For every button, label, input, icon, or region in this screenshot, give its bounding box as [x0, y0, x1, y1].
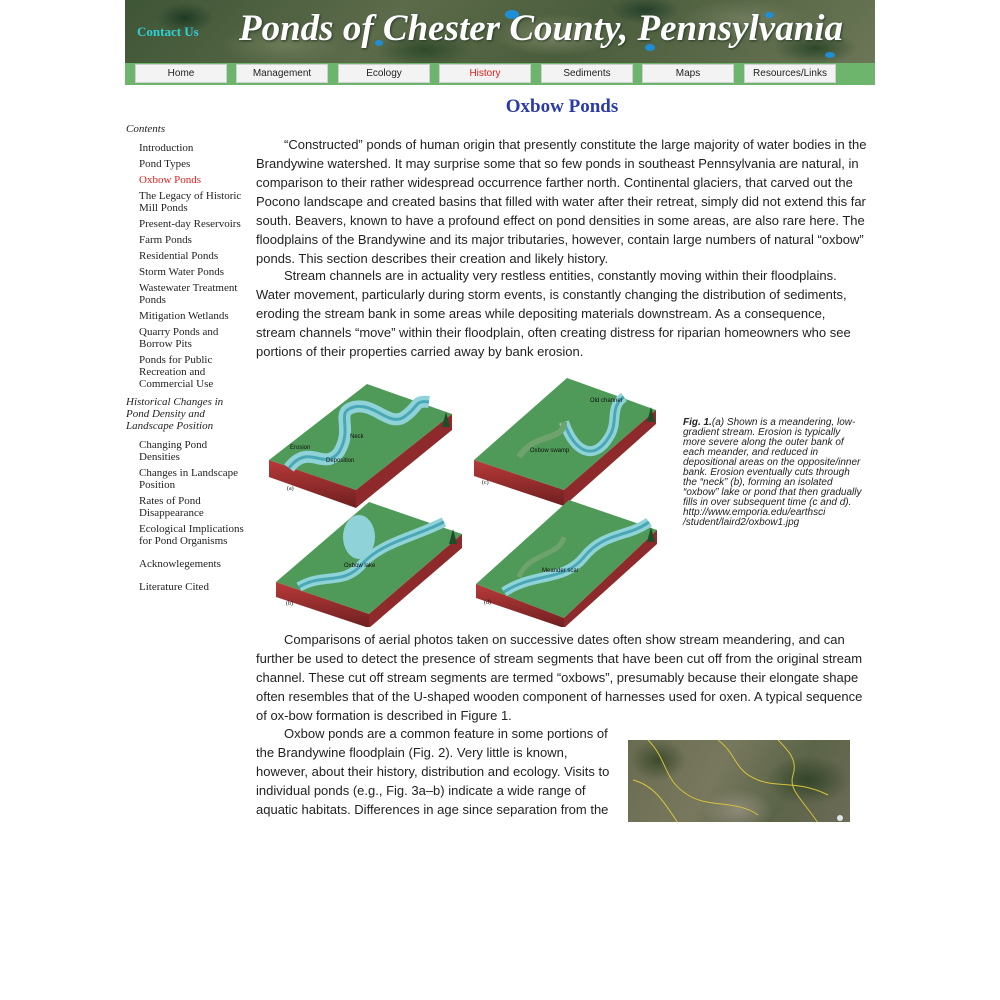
- sidebar-item-wastewater-ponds[interactable]: Wastewater Treatment Ponds: [139, 282, 238, 306]
- figure-1-caption-text: (a) Shown is a meandering, low-gradient stream. Erosion is typically more severe along the outer bank of each meander, and reduced in depositional areas on the opposite/inner bank. Erosion eventually cuts through the “neck” (b), forming an isolated “oxbow” lake or pond that then gradually fills in over subsequent time (c and d). http://www.emporia.edu/earthsci /student/laird2/oxbow1.jpg: [683, 417, 862, 528]
- nav-maps[interactable]: Maps: [642, 64, 734, 83]
- sidebar-item-landscape-position[interactable]: Changes in Landscape Position: [139, 467, 238, 491]
- sidebar-item-ecological-implications[interactable]: Ecological Implications for Pond Organisms: [139, 523, 244, 547]
- intro-paragraph: “Constructed” ponds of human origin that presently constitute the large majority of water bodies in the Brandywine watershed. It may surprise some that so few ponds in southeast Pennsylvania are natural, in comparison to their rather widespread occurrence farther north. Continental glaciers, that carved out the Pocono landscape and created basins that filled with water after their retreat, simply did not extend this far south. Beavers, known to have a profound effect on pond densities in some areas, are also rare here. The floodplains of the Brandywine and its major tributaries, however, contain large numbers of natural “oxbow” ponds. This section describes their creation and likely history.: [256, 137, 867, 266]
- oxbow-formation-figure: [264, 372, 664, 627]
- figure-panel-c: [474, 378, 656, 506]
- oxbow-common-paragraph: Oxbow ponds are a common feature in some portions of the Brandywine floodplain (Fig. 2). Very little is known, however, about their history, distribution and ecology. Visits to individual ponds (e.g., Fig. 3a–b) indicate a wide range of aquatic habitats. Differences in age since separation from the: [256, 726, 610, 817]
- sidebar-item-literature-cited[interactable]: Literature Cited: [139, 581, 209, 593]
- panel-c-label: (c): [482, 480, 489, 486]
- sidebar-item-storm-water-ponds[interactable]: Storm Water Ponds: [139, 266, 225, 278]
- nav-ecology[interactable]: Ecology: [338, 64, 430, 83]
- main-nav: [125, 63, 875, 85]
- label-oxbow-swamp: Oxbow swamp: [530, 448, 570, 454]
- aerial-photo-figure-2: [628, 740, 850, 823]
- panel-d-label: (d): [484, 600, 491, 606]
- sidebar: [126, 123, 248, 593]
- nav-management[interactable]: Management: [236, 64, 328, 83]
- sidebar-item-quarry-ponds[interactable]: Quarry Ponds and Borrow Pits: [139, 326, 219, 350]
- label-oxbow-lake: Oxbow lake: [344, 563, 376, 569]
- header-banner: [125, 0, 875, 63]
- comparisons-paragraph: Comparisons of aerial photos taken on successive dates often show stream meandering, and can further be used to detect the presence of stream segments that have been cut off from the original stream channel. These cut off stream segments are termed “oxbows”, presumably because their elongate shape often resembles that of the U-shaped wooden component of harnesses used for oxen. A typical sequence of ox-bow formation is described in Figure 1.: [256, 632, 863, 723]
- sidebar-item-residential-ponds[interactable]: Residential Ponds: [139, 250, 219, 262]
- panel-b-label: (b): [286, 601, 293, 607]
- nav-resources-links[interactable]: Resources/Links: [744, 64, 836, 83]
- contact-us-link[interactable]: Contact Us: [137, 24, 199, 39]
- sidebar-item-pond-types[interactable]: Pond Types: [139, 158, 191, 170]
- label-meander-scar: Meander scar: [542, 568, 579, 574]
- sidebar-item-public-recreation[interactable]: Ponds for Public Recreation and Commercial Use: [139, 354, 214, 390]
- content-cutoff: [256, 822, 876, 862]
- sidebar-item-changing-densities[interactable]: Changing Pond Densities: [139, 439, 208, 463]
- figure-panel-d: [476, 500, 657, 627]
- figure-1-caption-label: Fig. 1.: [683, 417, 712, 428]
- sidebar-item-mitigation-wetlands[interactable]: Mitigation Wetlands: [139, 310, 229, 322]
- sidebar-item-reservoirs[interactable]: Present-day Reservoirs: [139, 218, 241, 230]
- contents-heading: Contents: [126, 123, 166, 135]
- sidebar-item-oxbow-ponds[interactable]: Oxbow Ponds: [139, 174, 202, 186]
- panel-a-label: (a): [287, 486, 294, 492]
- label-deposition: Deposition: [326, 458, 355, 464]
- sidebar-item-introduction[interactable]: Introduction: [139, 142, 194, 154]
- stream-channels-paragraph: Stream channels are in actuality very restless entities, constantly moving within their floodplains. Water movement, particularly during storm events, is constantly changing the distribution of sediments, eroding the stream bank in some areas while depositing materials downstream. As a consequence, stream channels “move” within their floodplain, often creating distress for riparian homeowners who see portions of their properties carried away by bank erosion.: [256, 268, 851, 359]
- label-neck: Neck: [350, 434, 364, 440]
- sidebar-item-farm-ponds[interactable]: Farm Ponds: [139, 234, 192, 246]
- label-erosion: Erosion: [290, 445, 311, 451]
- sidebar-item-acknowledgements[interactable]: Acknowlegements: [139, 558, 221, 570]
- nav-sediments[interactable]: Sediments: [541, 64, 633, 83]
- sidebar-item-mill-ponds[interactable]: The Legacy of Historic Mill Ponds: [139, 190, 242, 214]
- nav-home[interactable]: Home: [135, 64, 227, 83]
- label-old-channel: Old channel: [590, 398, 623, 404]
- sidebar-item-disappearance-rates[interactable]: Rates of Pond Disappearance: [139, 495, 204, 519]
- figure-panel-a: [269, 384, 452, 508]
- page-title: Oxbow Ponds: [505, 96, 619, 117]
- historical-changes-heading[interactable]: Historical Changes in Pond Density and Landscape Position: [126, 396, 224, 432]
- figure-panel-b: [276, 502, 462, 627]
- nav-history[interactable]: History: [439, 64, 531, 83]
- site-title: Ponds of Chester County, Pennsylvania: [239, 8, 844, 49]
- banner-pond: [825, 52, 835, 58]
- figure-1-caption: [683, 418, 863, 528]
